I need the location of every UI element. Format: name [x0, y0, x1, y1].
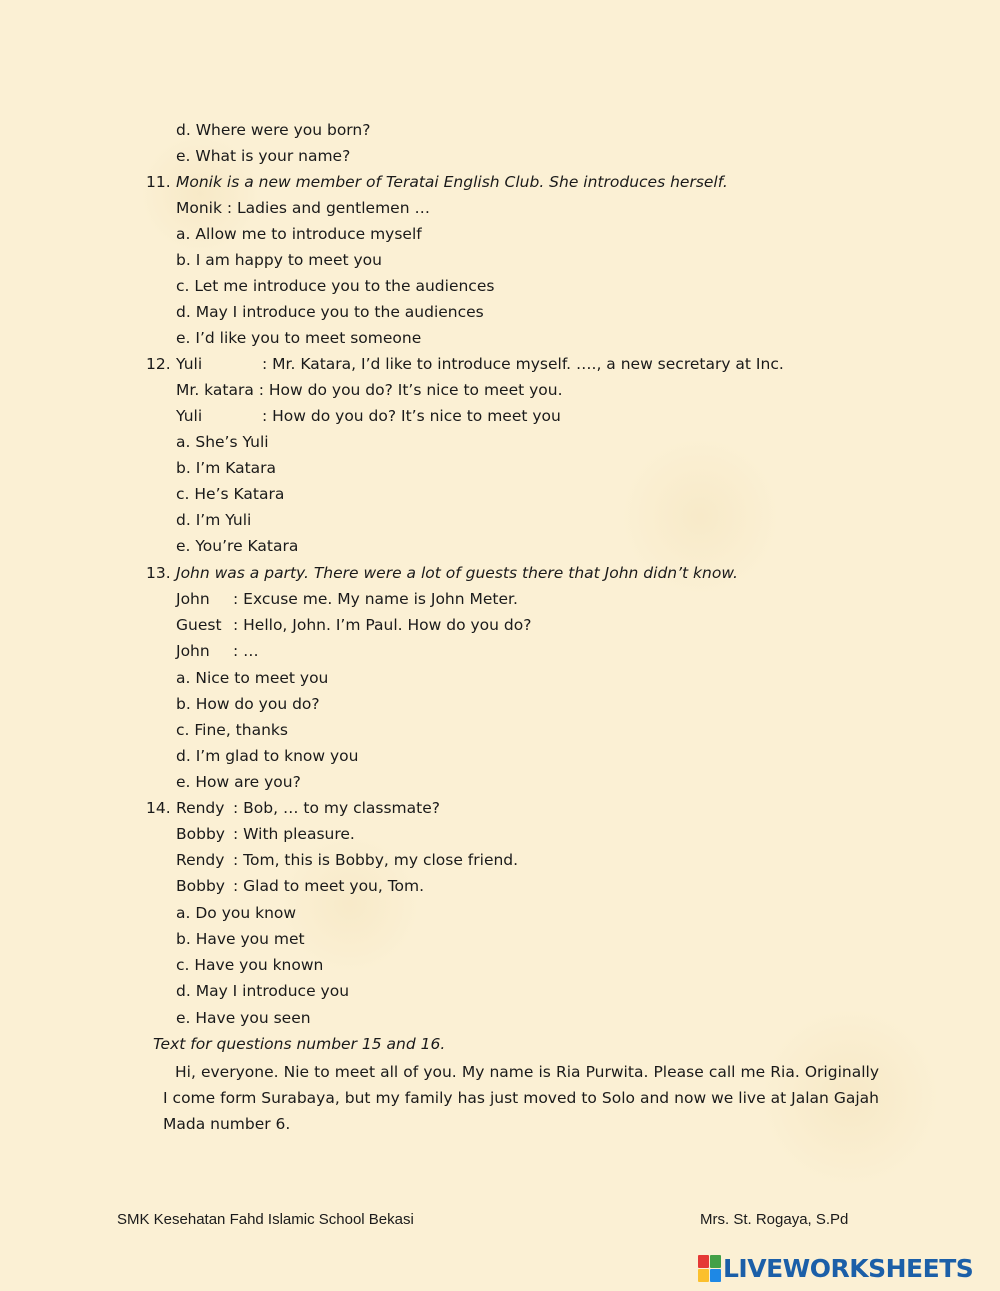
q13-option-a: a. Nice to meet you [176, 669, 329, 687]
q13-line-3: : … [233, 642, 259, 660]
q10-option-e: e. What is your name? [176, 147, 351, 165]
q13-speaker-2: Guest [176, 616, 222, 634]
q12-line-3: : How do you do? It’s nice to meet you [262, 407, 561, 425]
q14-option-e: e. Have you seen [176, 1009, 311, 1027]
q11-option-d: d. May I introduce you to the audiences [176, 303, 484, 321]
q10-option-d: d. Where were you born? [176, 121, 371, 139]
q14-speaker-1: Rendy [176, 799, 225, 817]
q13-option-c: c. Fine, thanks [176, 721, 288, 739]
footer-teacher: Mrs. St. Rogaya, S.Pd [700, 1211, 849, 1228]
q13-option-b: b. How do you do? [176, 695, 320, 713]
q11-option-c: c. Let me introduce you to the audiences [176, 277, 495, 295]
logo-block-blue [710, 1269, 721, 1282]
q13-line-2: : Hello, John. I’m Paul. How do you do? [233, 616, 532, 634]
logo-blocks-icon [698, 1255, 720, 1281]
q14-speaker-2: Bobby [176, 825, 225, 843]
text-heading: Text for questions number 15 and 16. [153, 1035, 446, 1053]
q11-option-e: e. I’d like you to meet someone [176, 329, 422, 347]
q14-option-d: d. May I introduce you [176, 982, 350, 1000]
q14-line-4: : Glad to meet you, Tom. [233, 877, 425, 895]
q12-speaker-3: Yuli [176, 407, 203, 425]
q12-line-1: : Mr. Katara, I’d like to introduce myself. …., a new secretary at Inc. [262, 355, 784, 373]
q12-option-a: a. She’s Yuli [176, 433, 269, 451]
logo-block-yellow [698, 1269, 709, 1282]
q12-number: 12. [146, 355, 171, 373]
q11-prompt: Monik is a new member of Teratai English Club. She introduces herself. [176, 173, 728, 191]
q11-option-b: b. I am happy to meet you [176, 251, 382, 269]
q12-line-2: Mr. katara : How do you do? It’s nice to meet you. [176, 381, 563, 399]
liveworksheets-logo[interactable] [698, 1253, 994, 1283]
q14-option-c: c. Have you known [176, 956, 324, 974]
q11-option-a: a. Allow me to introduce myself [176, 225, 422, 243]
q14-speaker-3: Rendy [176, 851, 225, 869]
logo-block-green [710, 1255, 721, 1268]
q13-speaker-3: John [176, 642, 210, 660]
q12-speaker-1: Yuli [176, 355, 203, 373]
q13-speaker-1: John [176, 590, 210, 608]
q12-option-b: b. I’m Katara [176, 459, 277, 477]
logo-text: LIVEWORKSHEETS [723, 1253, 974, 1283]
q13-line-1: : Excuse me. My name is John Meter. [233, 590, 518, 608]
q13-prompt: John was a party. There were a lot of guests there that John didn’t know. [176, 564, 738, 582]
logo-block-red [698, 1255, 709, 1268]
footer-school: SMK Kesehatan Fahd Islamic School Bekasi [117, 1211, 414, 1228]
q14-line-1: : Bob, … to my classmate? [233, 799, 440, 817]
q14-line-3: : Tom, this is Bobby, my close friend. [233, 851, 519, 869]
q13-option-d: d. I’m glad to know you [176, 747, 359, 765]
q13-number: 13. [146, 564, 171, 582]
q11-dialog: Monik : Ladies and gentlemen … [176, 199, 430, 217]
q12-option-e: e. You’re Katara [176, 537, 299, 555]
q12-option-c: c. He’s Katara [176, 485, 285, 503]
q11-number: 11. [146, 173, 171, 191]
q14-option-b: b. Have you met [176, 930, 305, 948]
q12-option-d: d. I’m Yuli [176, 511, 252, 529]
q13-option-e: e. How are you? [176, 773, 301, 791]
q14-line-2: : With pleasure. [233, 825, 355, 843]
q14-number: 14. [146, 799, 171, 817]
reading-paragraph: Hi, everyone. Nie to meet all of you. My name is Ria Purwita. Please call me Ria. Originally I come form Surabaya, but my family has just moved to Solo and now we live at Jalan Gajah Mada number 6. [163, 1063, 879, 1133]
q14-speaker-4: Bobby [176, 877, 225, 895]
q14-option-a: a. Do you know [176, 904, 297, 922]
